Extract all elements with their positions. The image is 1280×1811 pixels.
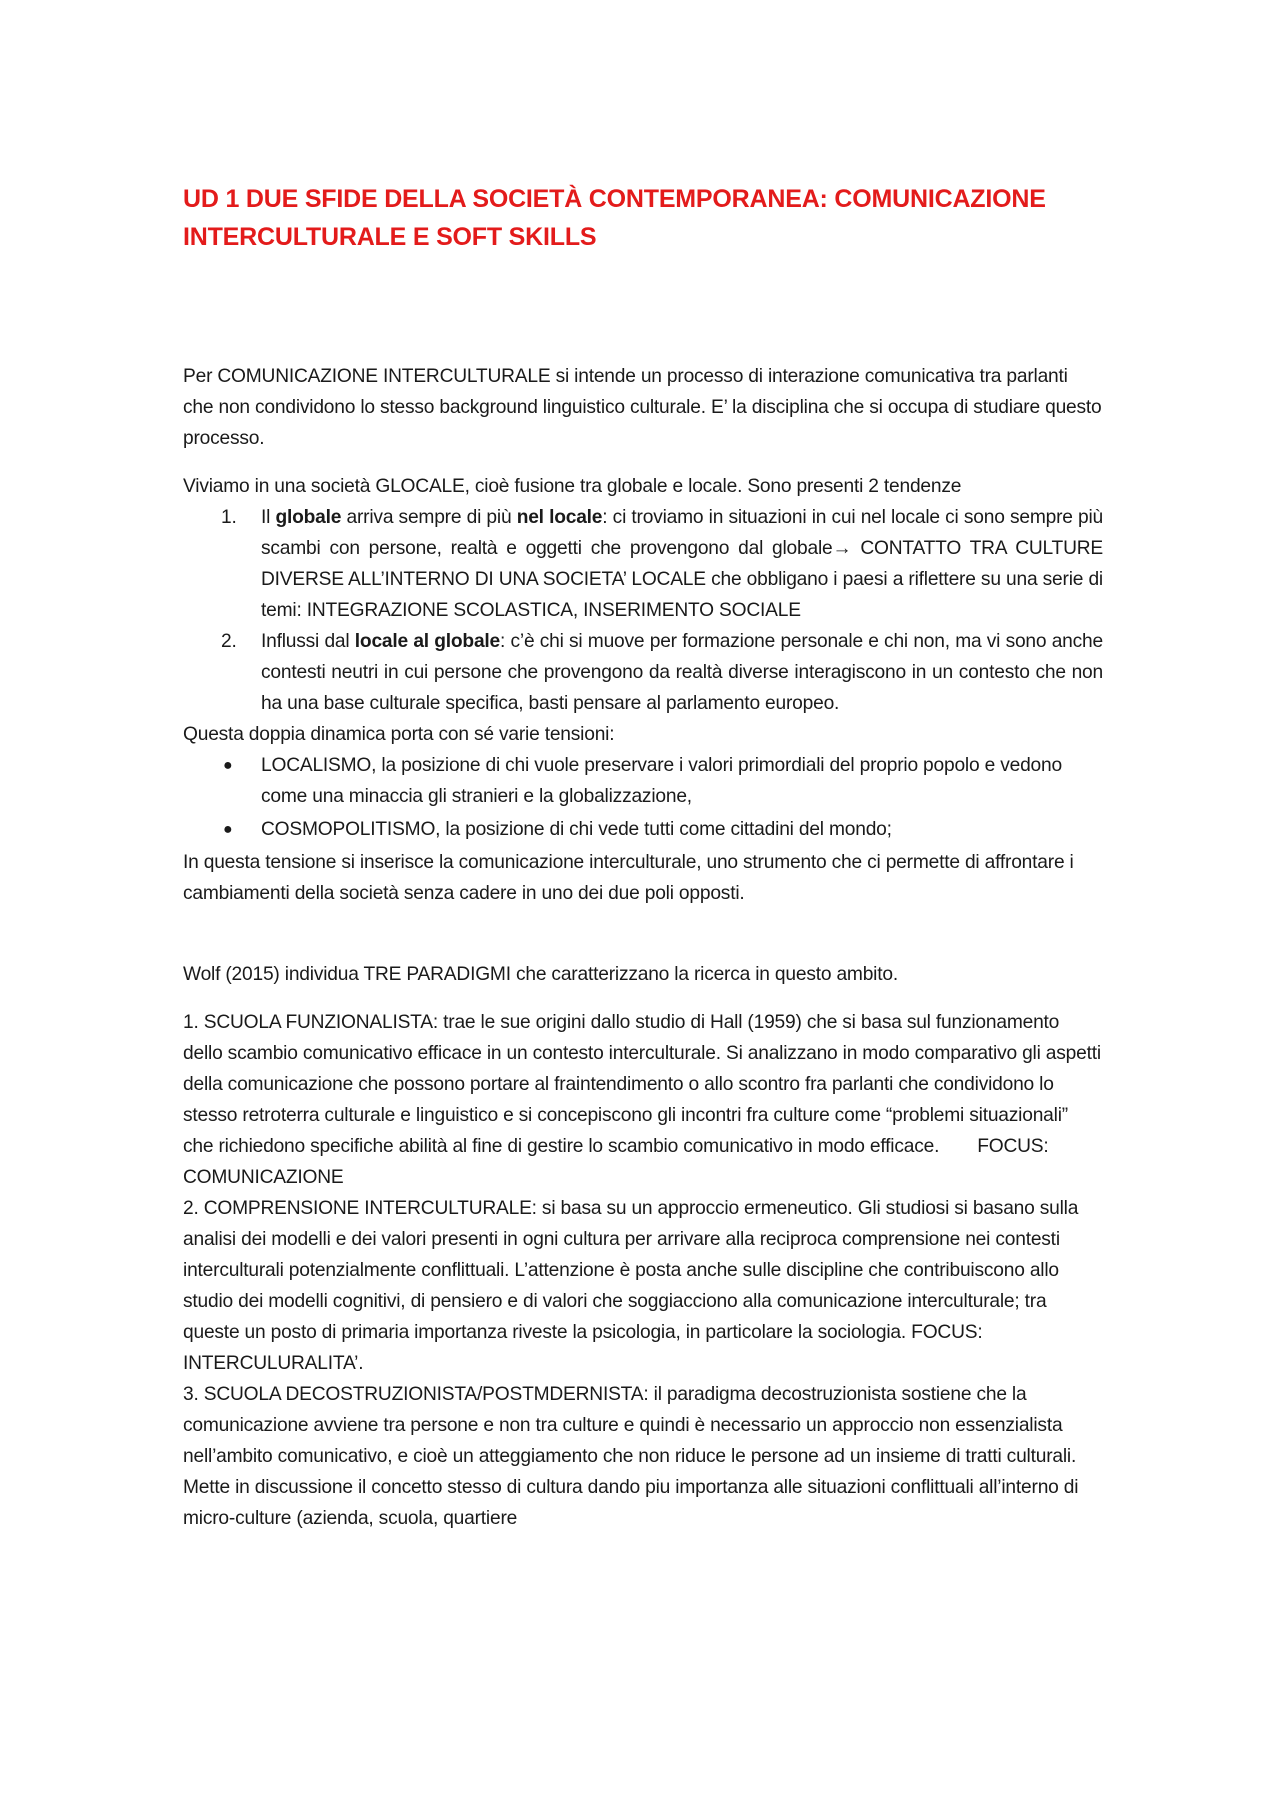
paradigma-2: 2. COMPRENSIONE INTERCULTURALE: si basa su un approccio ermeneutico. Gli studiosi si basano sulla analisi dei modelli e dei valori presenti in ogni cultura per arrivare alla reciproca comprensione nei contesti interculturali potenzialmente conflittuali. L’attenzione è posta anche sulle discipline che contribuiscono allo studio dei modelli cognitivi, di pensiero e di valori che soggiacciono alla comunicazione interculturale; tra queste un posto di primaria importanza riveste la psicologia, in particolare la sociologia. FOCUS: INTERCULURALITA’. bbox=[183, 1198, 1079, 1374]
list-text: : c’è chi si muove per formazione personale e chi non, ma vi sono anche contesti neutri in cui persone che provengono da realtà diverse interagiscono in un contesto che non ha una base culturale specifica, basti pensare al parlamento europeo. bbox=[261, 631, 1103, 714]
tensioni-conclusion: In questa tensione si inserisce la comunicazione interculturale, uno strumento che ci permette di affrontare i cambiamenti della società senza cadere in uno dei due poli opposti. bbox=[183, 852, 1074, 904]
list-text: LOCALISMO, la posizione di chi vuole preservare i valori primordiali del proprio popolo e vedono come una minaccia gli stranieri e la globalizzazione, bbox=[261, 755, 1062, 807]
bold-term: globale bbox=[275, 507, 342, 528]
bold-term: nel locale bbox=[516, 507, 603, 528]
list-text: CONTATTO TRA CULTURE DIVERSE ALL’INTERNO DI UNA SOCIETA’ LOCALE che obbligano i paesi a riflettere su una serie di temi: INTEGRAZIONE SCOLASTICA, INSERIMENTO SOCIALE bbox=[261, 538, 1103, 621]
list-text: COSMOPOLITISMO, la posizione di chi vede tutti come cittadini del mondo; bbox=[261, 819, 892, 840]
tendenze-list bbox=[183, 502, 1103, 719]
paradigma-3: 3. SCUOLA DECOSTRUZIONISTA/POSTMDERNISTA: il paradigma decostruzionista sostiene che la comunicazione avviene tra persone e non tra culture e quindi è necessario un approccio non essenzialista nell’ambito comunicativo, e cioè un atteggiamento che non riduce le persone ad un insieme di tratti culturali. Mette in discussione il concetto stesso di cultura dando piu importanza alle situazioni conflittuali all’interno di micro-culture (azienda, scuola, quartiere bbox=[183, 1384, 1079, 1529]
glocal-paragraph: Viviamo in una società GLOCALE, cioè fusione tra globale e locale. Sono presenti 2 tendenze bbox=[183, 476, 962, 497]
paradigmi-section bbox=[183, 1007, 1103, 1534]
list-text: Influssi dal bbox=[261, 631, 355, 652]
bullet-icon: ● bbox=[223, 757, 233, 774]
tensione-item-cosmopolitismo bbox=[223, 814, 1103, 845]
tensione-item-localismo bbox=[223, 750, 1103, 812]
wolf-paragraph: Wolf (2015) individua TRE PARADIGMI che caratterizzano la ricerca in questo ambito. bbox=[183, 964, 898, 985]
tensioni-intro: Questa doppia dinamica porta con sé varie tensioni: bbox=[183, 724, 615, 745]
tendenza-item-2 bbox=[221, 626, 1103, 719]
bold-term: locale al globale bbox=[354, 631, 501, 652]
document-page bbox=[183, 180, 1103, 1534]
paradigma-text: 1. SCUOLA FUNZIONALISTA: trae le sue origini dallo studio di Hall (1959) che si basa sul funzionamento dello scambio comunicativo efficace in un contesto interculturale. Si analizzano in modo comparativo gli aspetti della comunicazione che possono portare al fraintendimento o allo scontro fra parlanti che condividono lo stesso retroterra culturale e linguistico e si concepiscono gli incontri fra culture come “problemi situazionali” che richiedono specifiche abilità al fine di gestire lo scambio comunicativo in modo efficace. bbox=[183, 1012, 1101, 1157]
arrow-right-icon: → bbox=[832, 538, 852, 559]
list-number: 2. bbox=[221, 631, 237, 652]
document-body bbox=[183, 361, 1103, 1534]
tensioni-list bbox=[183, 750, 1103, 845]
intro-paragraph: Per COMUNICAZIONE INTERCULTURALE si intende un processo di interazione comunicativa tra parlanti che non condividono lo stesso background linguistico culturale. E’ la disciplina che si occupa di studiare questo processo. bbox=[183, 366, 1102, 449]
list-text: : ci troviamo in situazioni in cui nel locale ci sono sempre più scambi con persone, realtà e oggetti che provengono dal globale bbox=[261, 507, 1104, 559]
tendenza-item-1 bbox=[221, 502, 1104, 626]
list-text: Il bbox=[261, 507, 276, 528]
document-title: UD 1 DUE SFIDE DELLA SOCIETÀ CONTEMPORANEA: COMUNICAZIONE INTERCULTURALE E SOFT SKILLS bbox=[183, 185, 1046, 251]
bullet-icon: ● bbox=[223, 821, 233, 838]
list-text: arriva sempre di più bbox=[341, 507, 517, 528]
list-number: 1. bbox=[221, 507, 237, 528]
focus-label: FOCUS: COMUNICAZIONE bbox=[183, 1136, 1049, 1188]
paradigma-1 bbox=[183, 1007, 1103, 1193]
